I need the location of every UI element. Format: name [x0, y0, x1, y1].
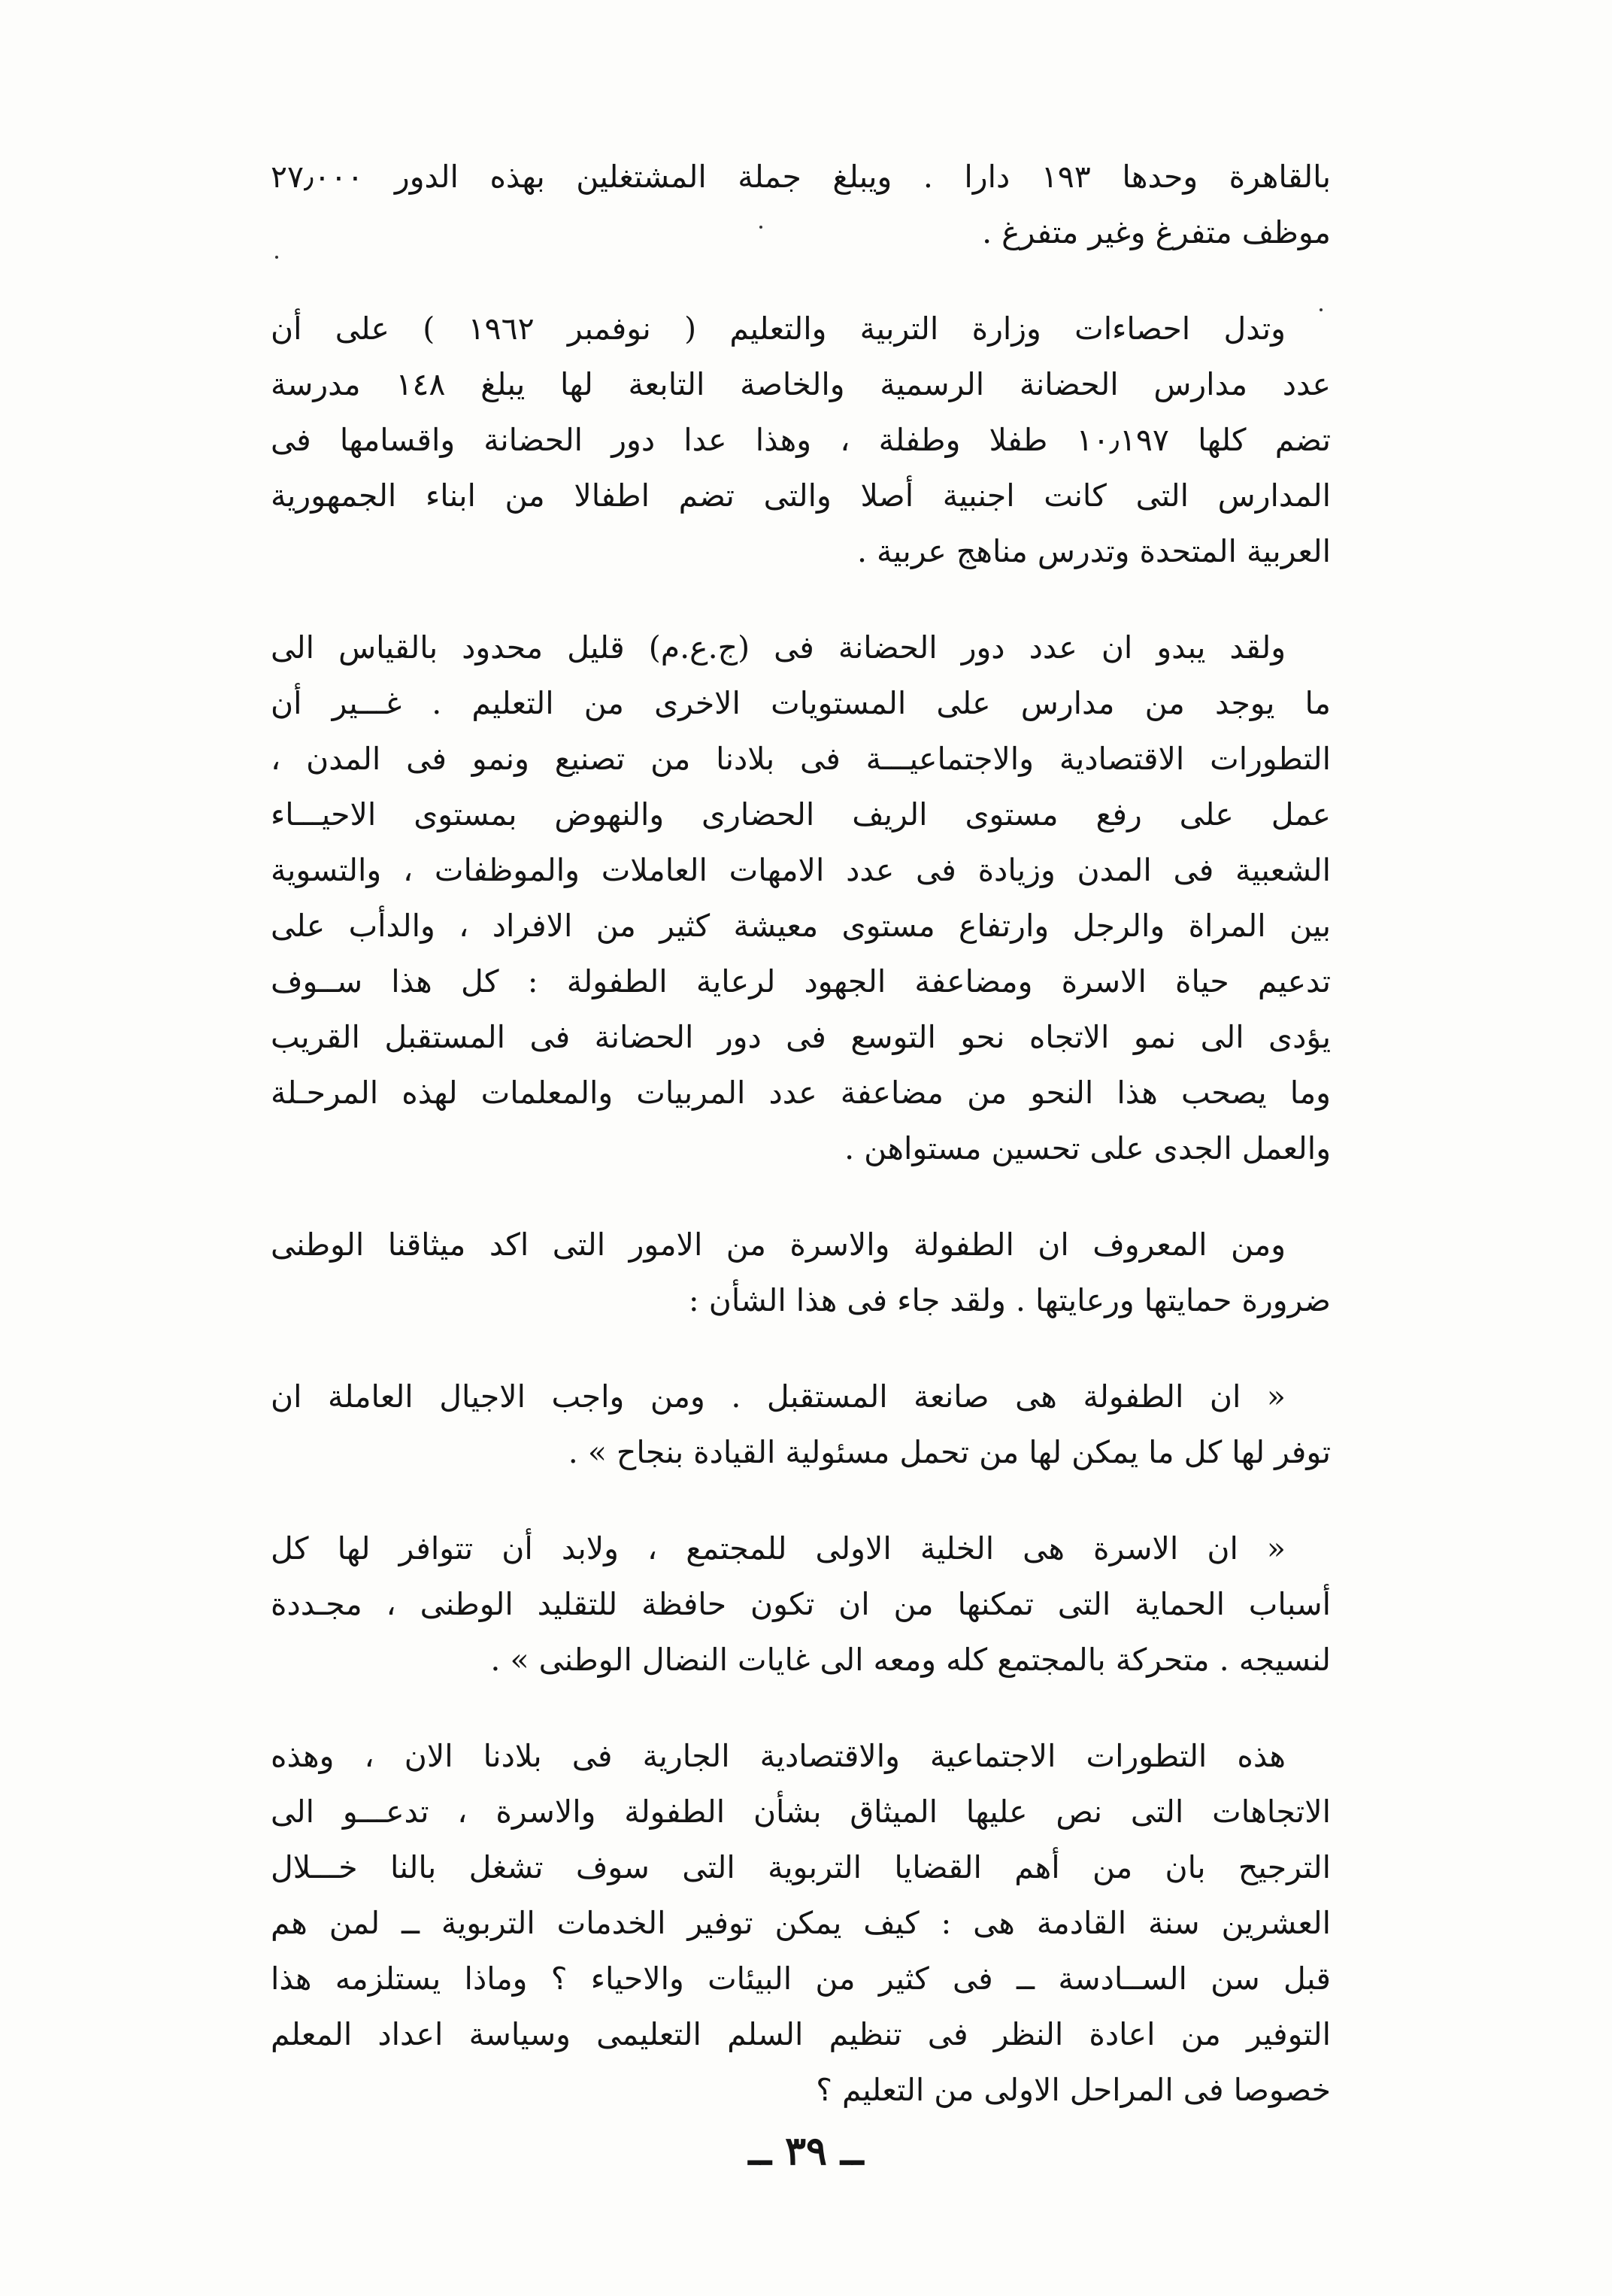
body-text [271, 149, 1331, 2158]
text-line: وتدل احصاءات وزارة التربية والتعليم ( نوفمبر ١٩٦٢ ) على أن [271, 311, 1286, 347]
text-line: عدد مدارس الحضانة الرسمية والخاصة التابعة لها يبلغ ١٤٨ مدرسة [271, 366, 1331, 402]
text-line: أسباب الحماية التى تمكنها من ان تكون حافظة للتقليد الوطنى ، مجـددة [271, 1586, 1331, 1622]
text-line: التوفير من اعادة النظر فى تنظيم السلم التعليمى وسياسة اعداد المعلم [271, 2016, 1331, 2052]
text-line: العشرين سنة القادمة هى : كيف يمكن توفير الخدمات التربوية ــ لمن هم [271, 1905, 1331, 1941]
text-line: الترجيح بان من أهم القضايا التربوية التى سوف تشغل بالنا خـــلال [271, 1849, 1331, 1885]
text-line: هذه التطورات الاجتماعية والاقتصادية الجارية فى بلادنا الان ، وهذه [271, 1738, 1286, 1774]
page-number: ــ ٣٩ ــ [748, 2128, 864, 2174]
quote-2 [271, 1521, 1331, 1688]
paragraph-4 [271, 1217, 1331, 1328]
paragraph-7 [271, 1728, 1331, 2118]
text-line: ما يوجد من مدارس على المستويات الاخرى من التعليم . غـــير أن [271, 685, 1331, 721]
text-line: التطورات الاقتصادية والاجتماعيـــة فى بلادنا من تصنيع ونمو فى المدن ، [271, 741, 1331, 777]
scan-speck [1320, 308, 1323, 311]
paragraph-2 [271, 301, 1331, 579]
text-line: عمل على رفع مستوى الريف الحضارى والنهوض بمستوى الاحيـــاء [271, 796, 1331, 833]
text-line: والعمل الجدى على تحسين مستواهن . [844, 1130, 1331, 1166]
text-line: تدعيم حياة الاسرة ومضاعفة الجهود لرعاية الطفولة : كل هذا ســوف [271, 963, 1331, 999]
text-line: ضرورة حمايتها ورعايتها . ولقد جاء فى هذا الشأن : [688, 1282, 1331, 1318]
text-line: بالقاهرة وحدها ١٩٣ دارا . ويبلغ جملة المشتغلين بهذه الدور ٢٧٫٠٠٠ [271, 159, 1331, 195]
text-line: العربية المتحدة وتدرس مناهج عربية . [856, 533, 1331, 569]
text-line: يؤدى الى نمو الاتجاه نحو التوسع فى دور الحضانة فى المستقبل القريب [271, 1019, 1331, 1055]
text-line: ومن المعروف ان الطفولة والاسرة من الامور التى اكد ميثاقنا الوطنى [271, 1227, 1286, 1263]
paragraph-3 [271, 620, 1331, 1176]
text-line: توفر لها كل ما يمكن لها من تحمل مسئولية القيادة بنجاح » . [568, 1434, 1331, 1470]
text-line: لنسيجه . متحركة بالمجتمع كله ومعه الى غايات النضال الوطنى » . [490, 1642, 1331, 1678]
text-line: موظف متفرغ وغير متفرغ . [982, 214, 1331, 250]
text-line: الاتجاهات التى نص عليها الميثاق بشأن الطفولة والاسرة ، تدعـــو الى [271, 1794, 1331, 1830]
text-line: قبل سن الســادسة ــ فى كثير من البيئات والاحياء ؟ وماذا يستلزمه هذا [271, 1961, 1331, 1997]
text-line: تضم كلها ١٠٫١٩٧ طفلا وطفلة ، وهذا عدا دور الحضانة واقسامها فى [271, 422, 1331, 458]
quote-1 [271, 1369, 1331, 1480]
text-line: بين المراة والرجل وارتفاع مستوى معيشة كثير من الافراد ، والدأب على [271, 908, 1331, 944]
text-line: المدارس التى كانت اجنبية أصلا والتى تضم اطفالا من ابناء الجمهورية [271, 478, 1331, 514]
text-line: وما يصحب هذا النحو من مضاعفة عدد المربيات والمعلمات لهذه المرحـلة [271, 1075, 1331, 1111]
scan-speck [275, 256, 278, 259]
scan-speck [759, 226, 762, 229]
text-line: « ان الاسرة هى الخلية الاولى للمجتمع ، ولابد أن تتوافر لها كل [271, 1530, 1286, 1567]
text-line: الشعبية فى المدن وزيادة فى عدد الامهات العاملات والموظفات ، والتسوية [271, 852, 1331, 888]
paragraph-1 [271, 149, 1331, 260]
text-line: ولقد يبدو ان عدد دور الحضانة فى (ج.ع.م) قليل محدود بالقياس الى [271, 629, 1286, 666]
text-line: « ان الطفولة هى صانعة المستقبل . ومن واجب الاجيال العاملة ان [271, 1379, 1286, 1415]
text-line: خصوصا فى المراحل الاولى من التعليم ؟ [816, 2072, 1331, 2108]
